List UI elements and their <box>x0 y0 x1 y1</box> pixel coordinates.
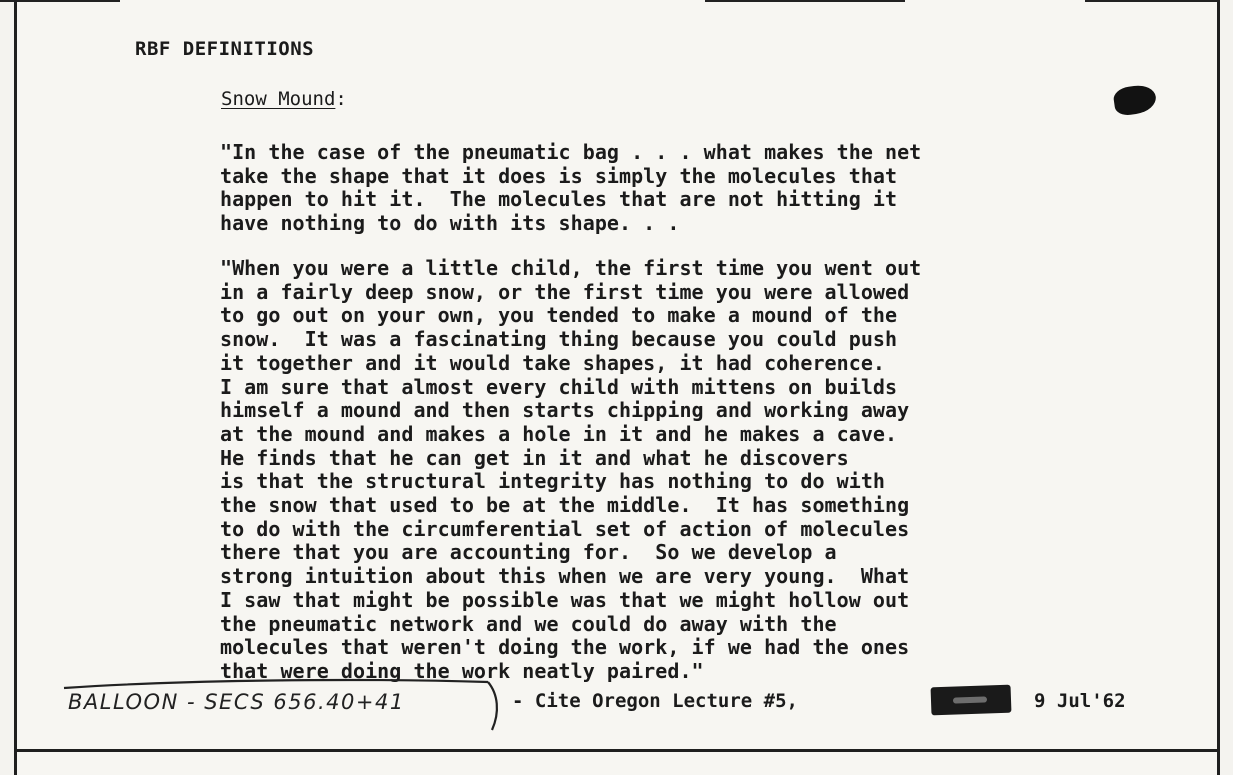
top-rule-right <box>1085 0 1220 2</box>
redacted-mark <box>931 685 1012 716</box>
term-heading <box>221 88 347 110</box>
handwritten-note: BALLOON - SECS 656.40+41 <box>68 690 405 714</box>
term-title: Snow Mound <box>221 88 336 110</box>
citation: - Cite Oregon Lecture #5, <box>512 690 798 712</box>
top-rule-left <box>0 0 120 2</box>
next-card-edge <box>14 752 1220 775</box>
quote-paragraph-2: "When you were a little child, the first time you went out in a fairly deep snow, or the first time you were allowed to go out on your own, you tended to make a mound of the snow. It was a fascinating thing because you could push it together and it would take shapes, it had coherence. I am sure that almost every child with mittens on builds himself a mound and then starts chipping and working away at the mound and makes a hole in it and he makes a cave. He finds that he can get in it and what he discovers is that the structural integrity has nothing to do with the snow that used to be at the middle. It has something to do with the circumferential set of action of molecules there that you are accounting for. So we develop a strong intuition about this when we are very young. What I saw that might be possible was that we might hollow out the pneumatic network and we could do away with the molecules that weren't doing the work, if we had the ones that were doing the work neatly paired." <box>220 256 922 683</box>
term-colon: : <box>335 88 347 110</box>
top-rule-middle <box>705 0 905 2</box>
document-heading: RBF DEFINITIONS <box>135 38 315 60</box>
citation-date: 9 Jul'62 <box>1034 690 1126 712</box>
quote-paragraph-1: "In the case of the pneumatic bag . . . what makes the net take the shape that it does is simply the molecules that happen to hit it. The molecules that are not hitting it have nothing to do with its shape. . . <box>220 140 922 236</box>
